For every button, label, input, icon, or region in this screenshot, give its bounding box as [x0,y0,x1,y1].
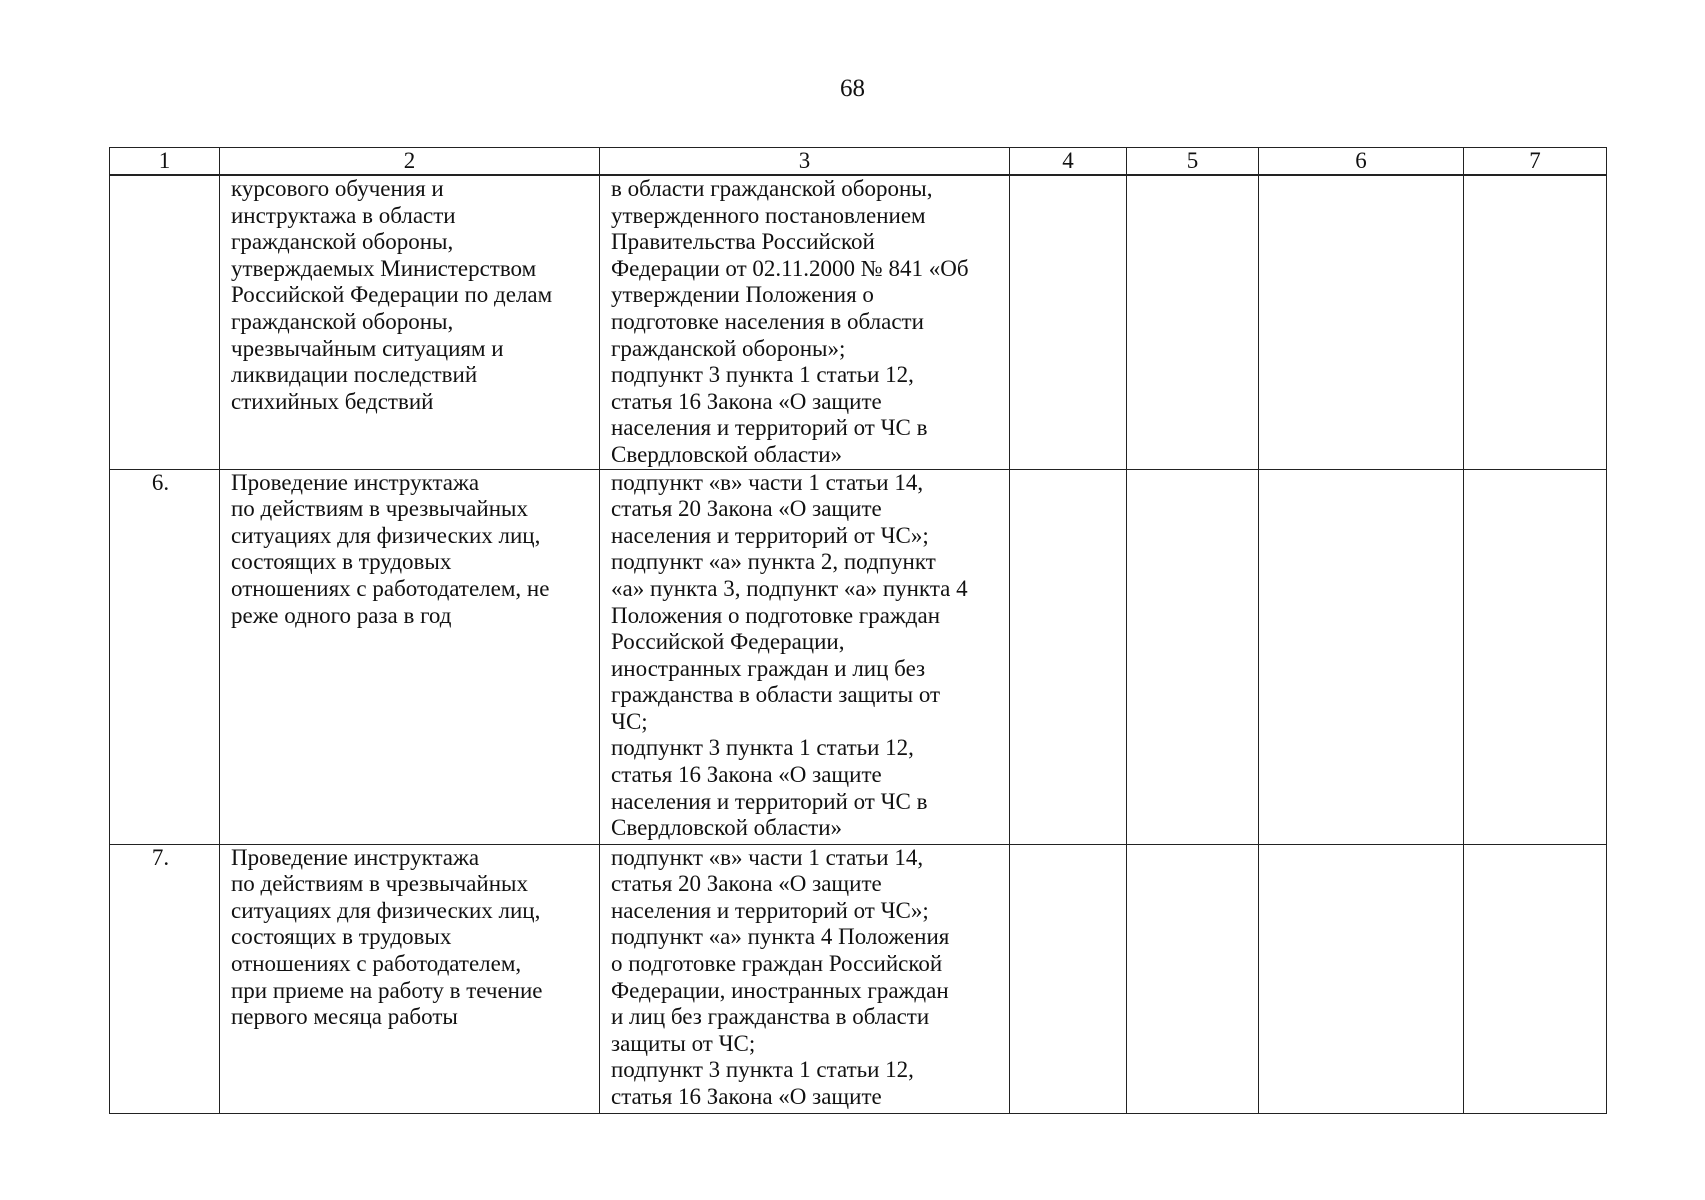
activity-text: Проведение инструктажа по действиям в чрезвычайных ситуациях для физических лиц, состоящих в трудовых отношениях с работодателем, при приеме на работу в течение первого месяца работы [231,844,543,1030]
legal-basis-text: подпункт «в» части 1 статьи 14, статья 20 Закона «О защите населения и территорий от ЧС»; подпункт «а» пункта 4 Положения о подготовке граждан Российской Федерации, иностранных граждан и лиц без гражданства в области защиты от ЧС; подпункт 3 пункта 1 статьи 12, статья 16 Закона «О защите [611,844,950,1109]
col5-cell [1127,469,1259,844]
col4-cell [1010,469,1127,844]
legal-basis-cell [600,175,1010,469]
legal-basis-cell [600,844,1010,1113]
header-col-6: 6 [1259,148,1464,176]
col6-cell [1259,469,1464,844]
table-row [110,469,1607,844]
header-col-4: 4 [1010,148,1127,176]
header-col-3: 3 [600,148,1010,176]
table-header-row [110,148,1607,176]
activity-cell [220,175,600,469]
col4-cell [1010,844,1127,1113]
table-row [110,844,1607,1113]
col7-cell [1464,175,1607,469]
activity-text: курсового обучения и инструктажа в области гражданской обороны, утверждаемых Министерством Российской Федерации по делам гражданской обороны, чрезвычайным ситуациям и ликвидации последствий стихийных бедствий [231,176,553,414]
row-number-cell [110,469,220,844]
row-number-cell [110,175,220,469]
legal-basis-cell [600,469,1010,844]
header-col-2: 2 [220,148,600,176]
col7-cell [1464,844,1607,1113]
row-number: 6. [151,469,170,495]
row-number-cell [110,844,220,1113]
legal-basis-text: подпункт «в» части 1 статьи 14, статья 20 Закона «О защите населения и территорий от ЧС»; подпункт «а» пункта 2, подпункт «а» пункта 3, подпункт «а» пункта 4 Положения о подготовке граждан Российской Федерации, иностранных граждан и лиц без гражданства в области защиты от ЧС; подпункт 3 пункта 1 статьи 12, статья 16 Закона «О защите населения и территорий от ЧС в Свердловской области» [611,469,968,841]
col7-cell [1464,469,1607,844]
col4-cell [1010,175,1127,469]
table-row [110,175,1607,469]
legal-basis-text: в области гражданской обороны, утвержденного постановлением Правительства Российской Федерации от 02.11.2000 № 841 «Об утверждении Положения о подготовке населения в области гражданской обороны»; подпункт 3 пункта 1 статьи 12, статья 16 Закона «О защите населения и территорий от ЧС в Свердловской области» [611,176,969,467]
regulation-table [109,147,1607,1114]
page-number: 68 [840,75,865,102]
header-col-7: 7 [1464,148,1607,176]
col6-cell [1259,175,1464,469]
col6-cell [1259,844,1464,1113]
activity-cell [220,844,600,1113]
col5-cell [1127,844,1259,1113]
header-col-5: 5 [1127,148,1259,176]
activity-cell [220,469,600,844]
col5-cell [1127,175,1259,469]
row-number: 7. [151,844,170,870]
activity-text: Проведение инструктажа по действиям в чрезвычайных ситуациях для физических лиц, состоящих в трудовых отношениях с работодателем, не реже одного раза в год [231,469,550,628]
header-col-1: 1 [110,148,220,176]
